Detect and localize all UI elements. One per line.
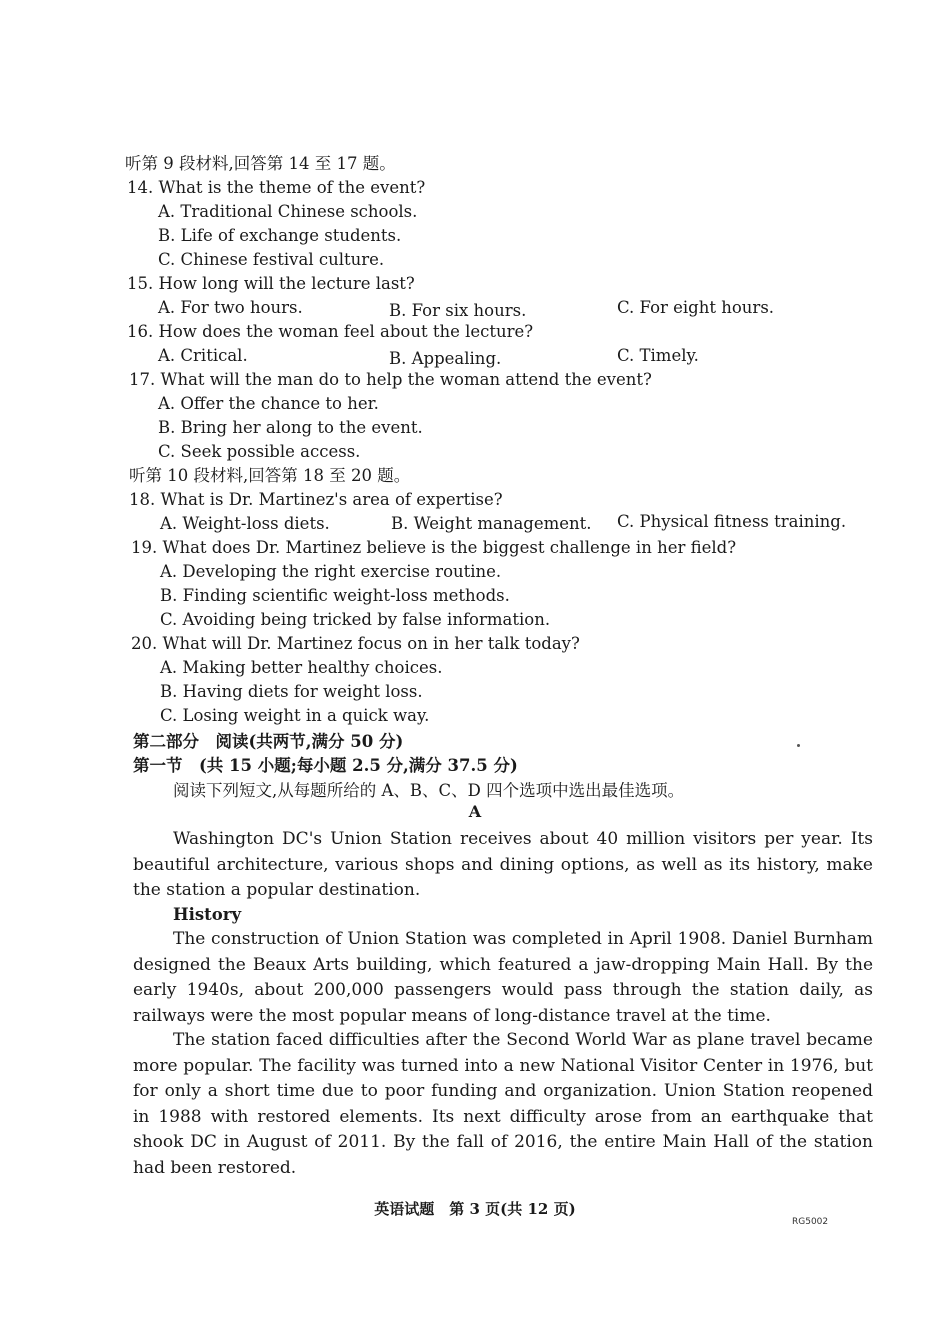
q20-option-b: B. Having diets for weight loss. xyxy=(160,682,423,701)
history-heading: History xyxy=(173,905,242,924)
q19-option-b: B. Finding scientific weight-loss methods. xyxy=(160,586,510,605)
paragraph-2 xyxy=(133,927,873,1029)
section9-intro: 听第 9 段材料,回答第 14 至 17 题。 xyxy=(125,154,396,173)
q16-option-a: A. Critical. xyxy=(158,346,248,365)
q16-option-c: C. Timely. xyxy=(617,346,699,365)
q14-option-b: B. Life of exchange students. xyxy=(158,226,402,245)
q16-option-b: B. Appealing. xyxy=(389,349,502,368)
q18-stem: 18. What is Dr. Martinez's area of expertise? xyxy=(129,490,503,509)
paragraph-2-text: The construction of Union Station was completed in April 1908. Daniel Burnham designed the Beaux Arts building, which featured a jaw-dropping Main Hall. By the early 1940s, about 200,000 passengers would pass through the station daily, as railways were the most popular means of long-distance travel at the time. xyxy=(133,929,873,1026)
passage-label: A xyxy=(468,802,482,821)
q17-stem: 17. What will the man do to help the woman attend the event? xyxy=(129,370,652,389)
q20-option-c: C. Losing weight in a quick way. xyxy=(160,706,430,725)
q17-option-c: C. Seek possible access. xyxy=(158,442,361,461)
q14-option-a: A. Traditional Chinese schools. xyxy=(158,202,418,221)
q16-stem: 16. How does the woman feel about the lecture? xyxy=(127,322,534,341)
paragraph-3 xyxy=(133,1028,873,1181)
q15-option-b: B. For six hours. xyxy=(389,301,527,320)
reading-instruction: 阅读下列短文,从每题所给的 A、B、C、D 四个选项中选出最佳选项。 xyxy=(173,781,685,800)
paragraph-1-text: Washington DC's Union Station receives about 40 million visitors per year. Its beautiful architecture, various shops and dining options, as well as its history, make the station a popular destination. xyxy=(133,829,873,900)
q18-option-b: B. Weight management. xyxy=(391,514,592,533)
print-stamp: RG5002 xyxy=(792,1217,829,1227)
paragraph-1 xyxy=(133,827,873,904)
q19-option-c: C. Avoiding being tricked by false information. xyxy=(160,610,551,629)
q20-stem: 20. What will Dr. Martinez focus on in her talk today? xyxy=(131,634,580,653)
speck-mark xyxy=(797,744,800,747)
q15-stem: 15. How long will the lecture last? xyxy=(127,274,415,293)
section10-intro: 听第 10 段材料,回答第 18 至 20 题。 xyxy=(129,466,411,485)
q15-option-a: A. For two hours. xyxy=(158,298,303,317)
page-footer: 英语试题 第 3 页(共 12 页) xyxy=(374,1200,576,1218)
q17-option-a: A. Offer the chance to her. xyxy=(158,394,379,413)
part2-title: 第二部分 阅读(共两节,满分 50 分) xyxy=(133,732,404,751)
q19-option-a: A. Developing the right exercise routine. xyxy=(160,562,502,581)
q19-stem: 19. What does Dr. Martinez believe is the biggest challenge in her field? xyxy=(131,538,737,557)
q14-option-c: C. Chinese festival culture. xyxy=(158,250,385,269)
q18-option-a: A. Weight-loss diets. xyxy=(160,514,330,533)
q17-option-b: B. Bring her along to the event. xyxy=(158,418,423,437)
section1-title: 第一节 (共 15 小题;每小题 2.5 分,满分 37.5 分) xyxy=(133,756,518,775)
q20-option-a: A. Making better healthy choices. xyxy=(160,658,443,677)
q18-option-c: C. Physical fitness training. xyxy=(617,512,847,531)
q15-option-c: C. For eight hours. xyxy=(617,298,775,317)
paragraph-3-text: The station faced difficulties after the Second World War as plane travel became more popular. The facility was turned into a new National Visitor Center in 1976, but for only a short time due to poor funding and organization. Union Station reopened in 1988 with restored elements. Its next difficulty arose from an earthquake that shook DC in August of 2011. By the fall of 2016, the entire Main Hall of the station had been restored. xyxy=(133,1030,873,1178)
q14-stem: 14. What is the theme of the event? xyxy=(127,178,426,197)
